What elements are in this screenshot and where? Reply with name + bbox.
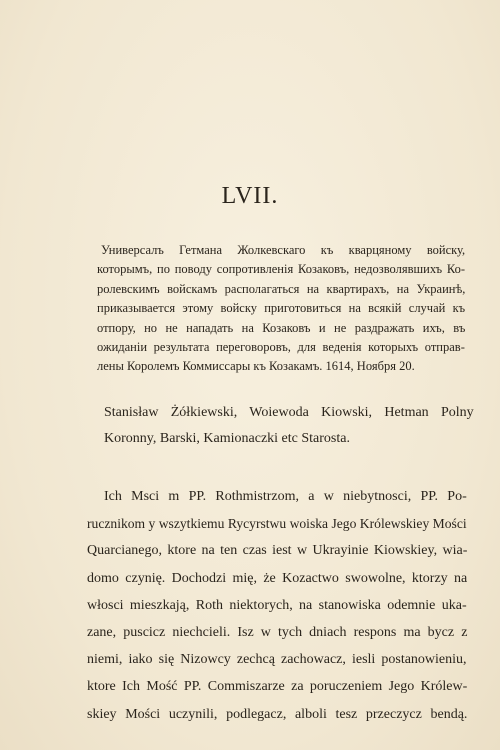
summary-line: ожиданіи результата переговоровъ, для веденія которыхъ отправ- xyxy=(97,340,465,355)
summary-line: ролевскимъ войскамъ располагаться на квартирахъ, на Украинѣ, xyxy=(97,281,466,296)
document-body xyxy=(87,483,467,728)
body-line: ktore Ich Mość PP. Commiszarze za poruczeniem Jego Królew- xyxy=(87,679,468,695)
summary-line: отпору, но не нападать на Козаковъ и не раздражать ихъ, въ xyxy=(97,320,466,335)
summary-line: лены Королемъ Коммиссары къ Козакамъ. 1614, Ноября 20. xyxy=(97,359,415,374)
author-title-block xyxy=(104,400,474,452)
body-line: Quarcianego, ktore na ten czas iest w Ukrayinie Kiowskiey, wia- xyxy=(87,543,468,559)
author-title-line: Koronny, Barski, Kamionaczki etc Starosta. xyxy=(104,431,350,446)
body-line: niemi, iako się Nizowcy zechcą zachowacz, iesli postanowieniu, xyxy=(87,652,467,668)
body-line: skiey Mości uczynili, podlegacz, alboli tesz przeczycz bendą. xyxy=(87,706,468,722)
body-line: rucznikom y wszytkiemu Rycyrstwu woiska Jego Królewskiey Mości xyxy=(87,516,467,532)
document-number-heading: LVII. xyxy=(221,183,279,209)
summary-line: Универсалъ Гетмана Жолкевскаго къ кварцяному войску, xyxy=(101,243,466,257)
document-summary xyxy=(97,241,465,377)
body-line: domo czynię. Dochodzi mię, że Kozactwo swowolne, ktorzy na xyxy=(87,570,468,586)
summary-line: приказывается этому войску приготовиться на всякій случай къ xyxy=(97,301,466,316)
body-line: zane, puscicz niechcieli. Isz w tych dniach respons ma bycz z xyxy=(87,625,468,641)
body-line: włosci mieszkają, Roth niektorych, na stanowiska odemnie uka- xyxy=(87,597,467,613)
summary-line: которымъ, по поводу сопротивленія Козаковъ, недозволявшихъ Ко- xyxy=(97,262,465,277)
body-line: Ich Msci m PP. Rothmistrzom, a w niebytnosci, PP. Po- xyxy=(104,489,467,504)
author-title-line: Stanisław Żółkiewski, Woiewoda Kiowski, Hetman Polny xyxy=(104,405,474,420)
